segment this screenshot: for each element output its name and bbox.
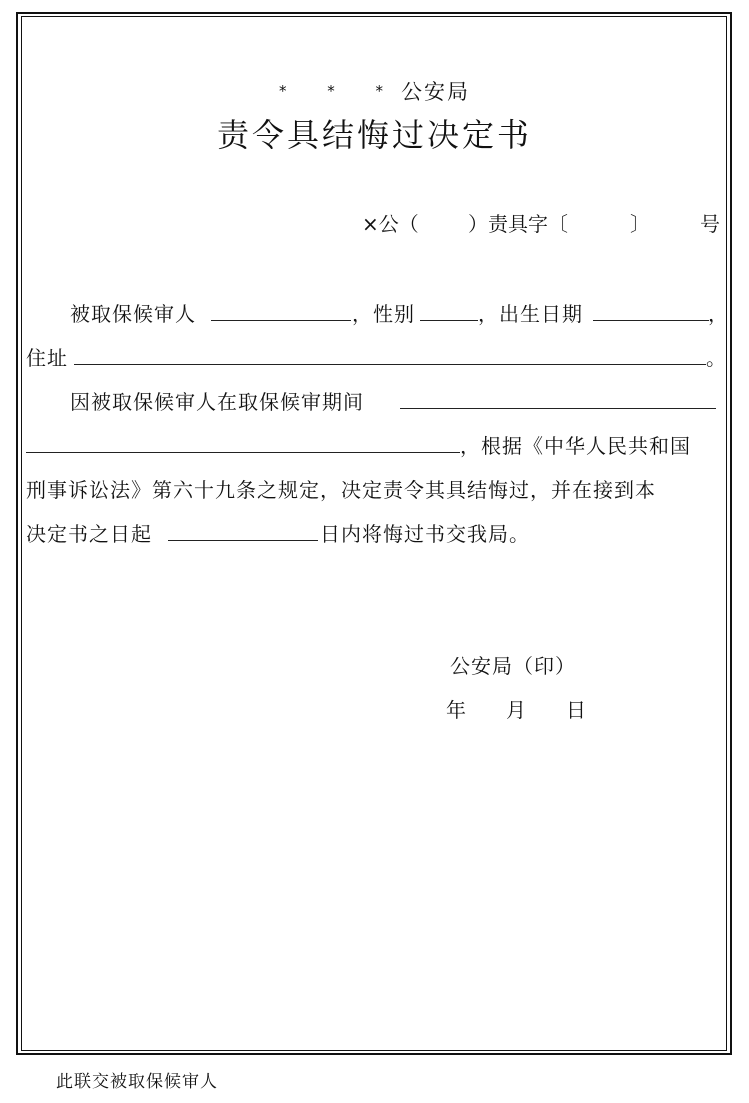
reason-blank-2[interactable]	[26, 452, 460, 453]
doc-number-prefix: ×公（	[362, 212, 419, 236]
person-name-blank[interactable]	[211, 320, 351, 321]
address-blank[interactable]	[74, 364, 706, 365]
address-label: 住址	[26, 346, 68, 370]
doc-number-bracket-close: 〕	[630, 212, 650, 236]
deadline-tail: 日内将悔过书交我局。	[320, 522, 530, 546]
copy-recipient-note: 此联交被取保候审人	[56, 1072, 218, 1092]
date-year: 年	[446, 698, 467, 722]
legal-basis-start: ，根据《中华人民共和国	[460, 434, 691, 458]
address-period: 。	[706, 346, 727, 370]
days-blank[interactable]	[168, 540, 318, 541]
birth-date-blank[interactable]	[593, 320, 709, 321]
deadline-label: 决定书之日起	[26, 522, 152, 546]
date-day: 日	[566, 698, 587, 722]
agency-name: 公安局	[401, 80, 471, 104]
gender-blank[interactable]	[420, 320, 478, 321]
agency-heading	[0, 76, 749, 106]
doc-number-suffix: 号	[700, 212, 720, 236]
person-label: 被取保候审人	[70, 302, 196, 326]
comma-mark: ，	[708, 302, 729, 326]
legal-basis-text: 刑事诉讼法》第六十九条之规定，决定责令其具结悔过，并在接到本	[26, 478, 656, 502]
reason-intro: 因被取保候审人在取保候审期间	[70, 390, 364, 414]
document-title: 责令具结悔过决定书	[216, 116, 532, 154]
birth-date-label: ，出生日期	[478, 302, 583, 326]
date-month: 月	[506, 698, 527, 722]
agency-seal: 公安局（印）	[450, 654, 576, 678]
doc-number-middle: ）责具字〔	[468, 212, 568, 236]
gender-label: ，性别	[352, 302, 415, 326]
agency-stars: * * *	[278, 82, 402, 100]
reason-blank-1[interactable]	[400, 408, 716, 409]
